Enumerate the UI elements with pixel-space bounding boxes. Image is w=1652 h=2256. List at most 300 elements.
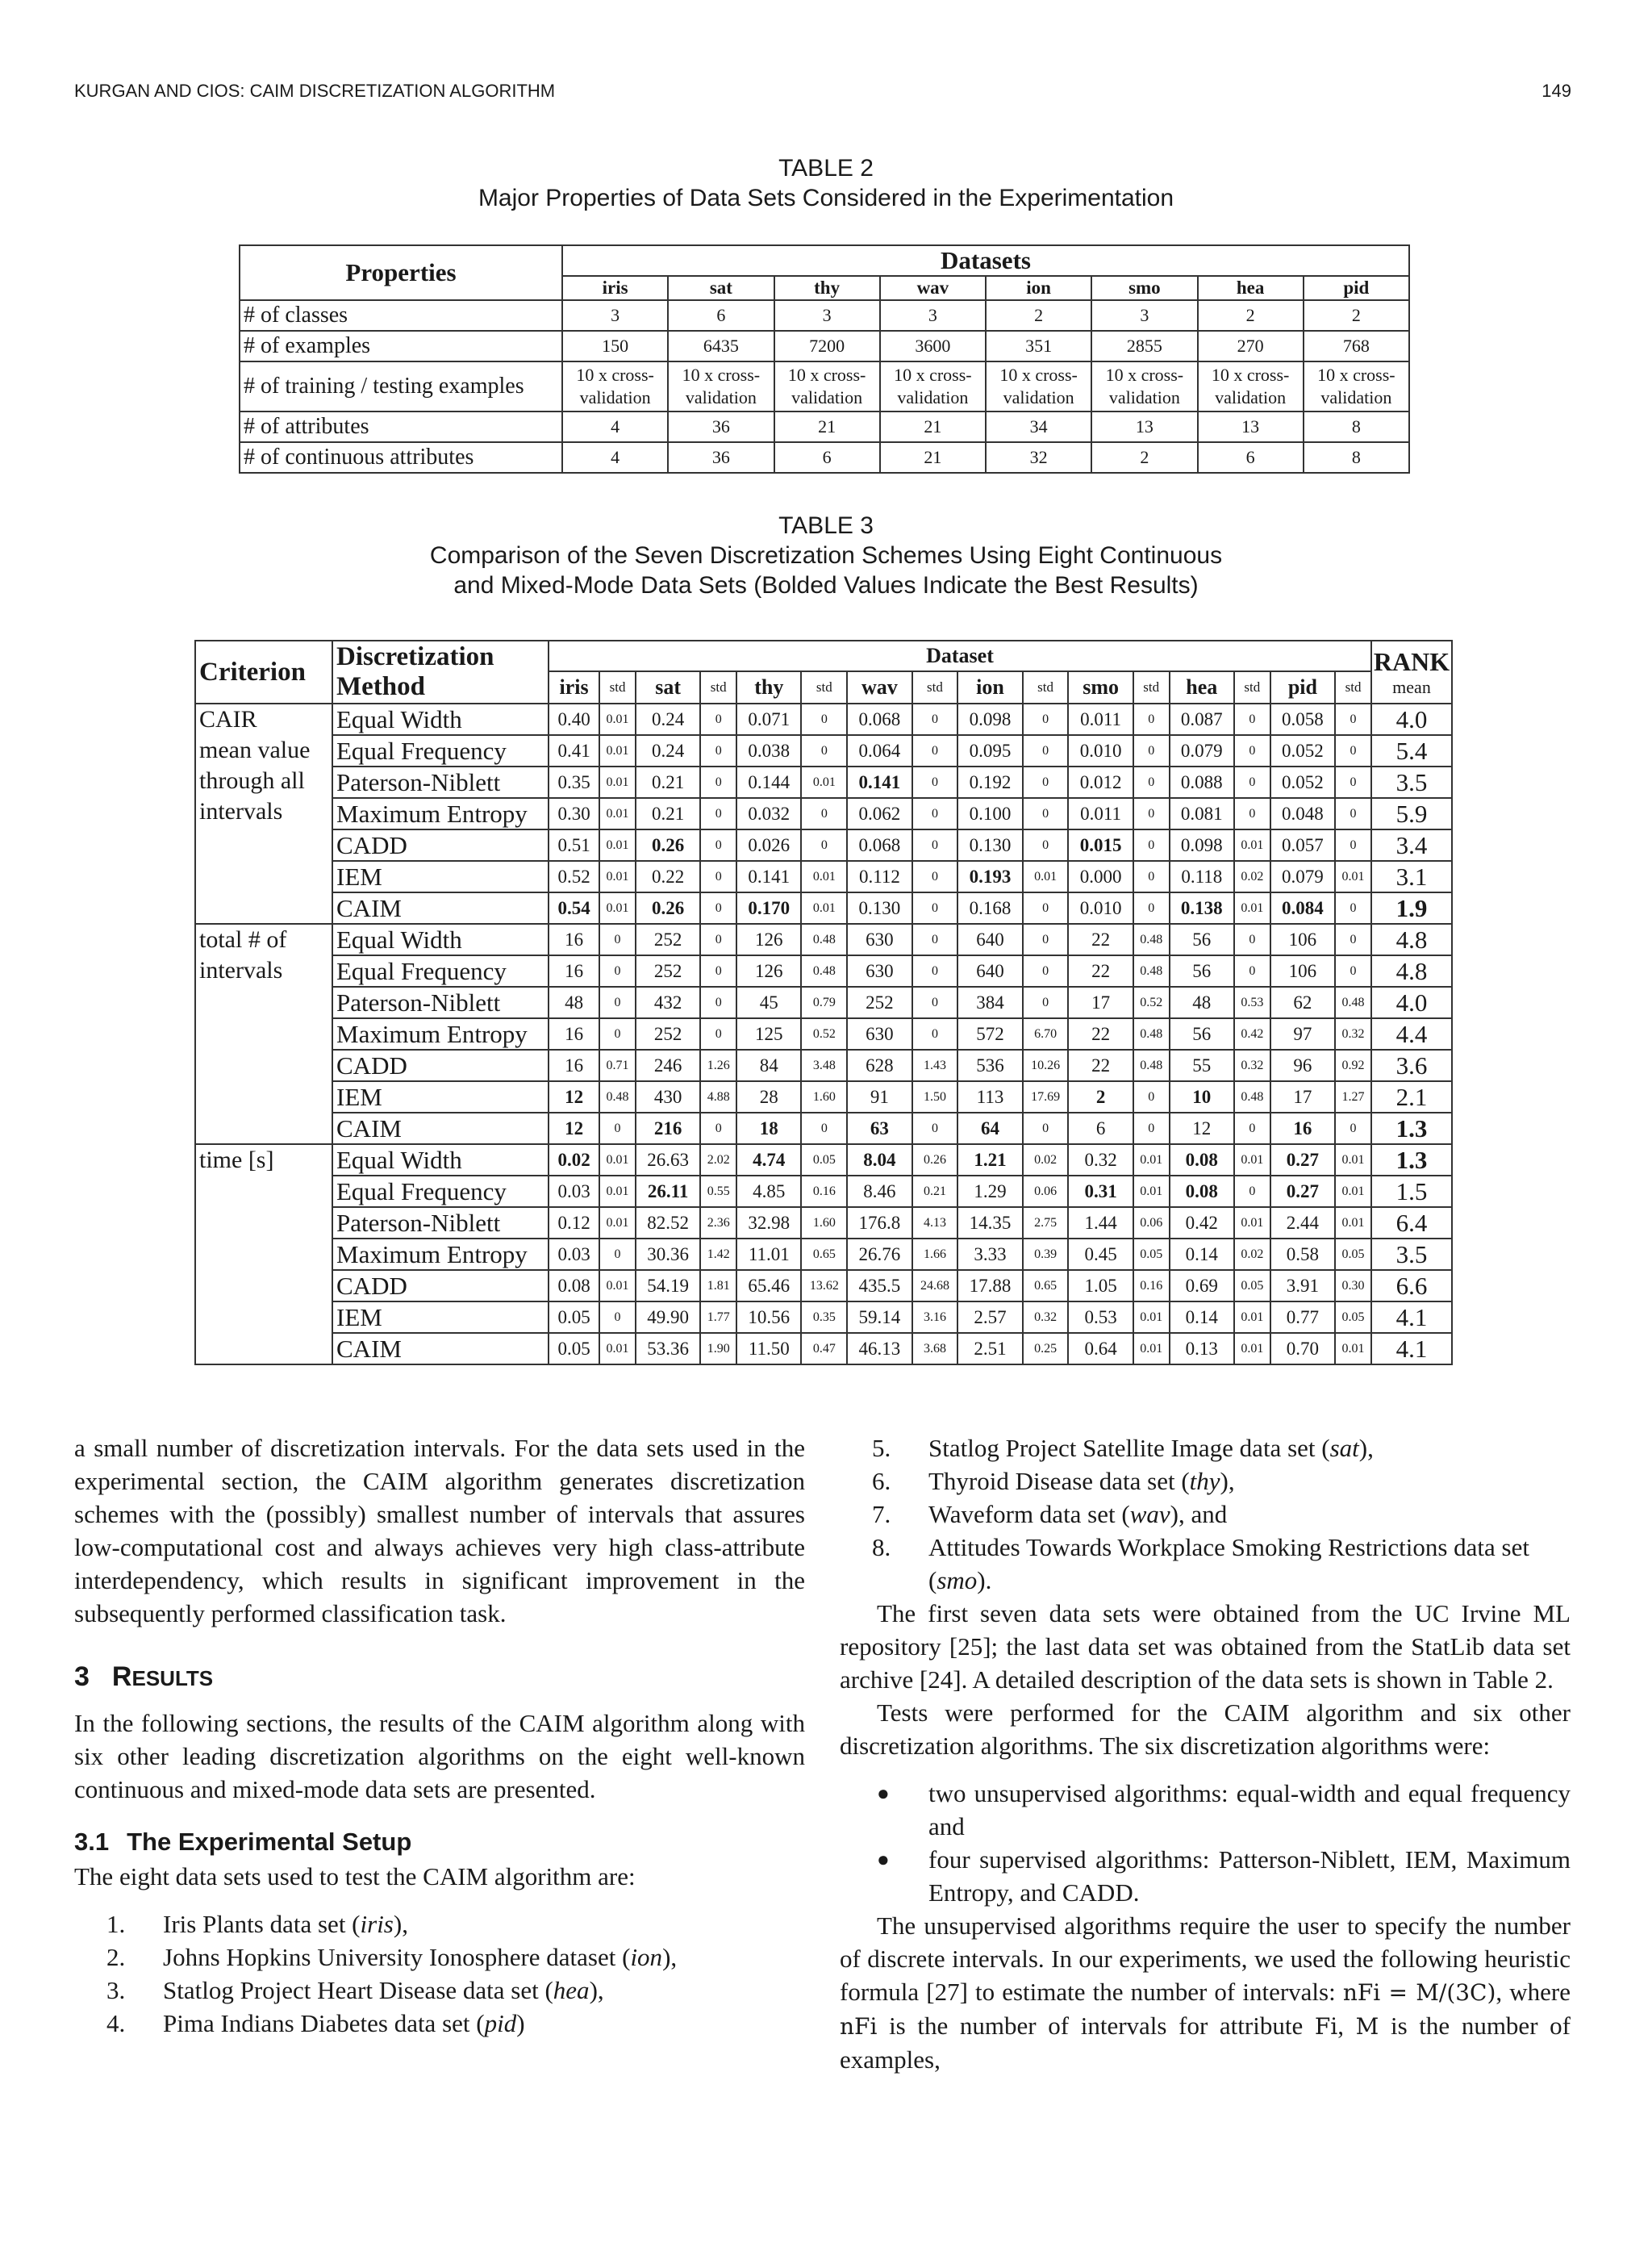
paragraph-sources: The first seven data sets were obtained from the UC Irvine ML repository [25]; the last data set was obtained from the StatLib data set archive [24]. A detailed description of the data sets is shown in Table 2.: [840, 1599, 1571, 1694]
cell: 6: [774, 442, 880, 473]
list-abbr: smo: [937, 1566, 978, 1594]
value-cell: 1.05: [1068, 1270, 1133, 1301]
value-cell: 0.27: [1270, 1176, 1335, 1207]
value-cell: 0.032: [736, 798, 801, 829]
std-cell: 0.01: [1234, 1301, 1270, 1333]
criterion-line: CAIR: [199, 706, 257, 733]
value-cell: 0.14: [1170, 1301, 1234, 1333]
method-label: CADD: [332, 1270, 549, 1301]
list-abbr: wav: [1129, 1500, 1170, 1528]
list-item: [74, 1974, 805, 2007]
rank-cell: 4.1: [1371, 1301, 1452, 1333]
std-cell: 0.01: [1133, 1176, 1170, 1207]
std-cell: 0: [1023, 1113, 1069, 1144]
value-cell: 216: [636, 1113, 700, 1144]
std-cell: 0.26: [912, 1144, 958, 1176]
value-cell: 49.90: [636, 1301, 700, 1333]
value-cell: 0.052: [1270, 767, 1335, 798]
rank-cell: 4.8: [1371, 955, 1452, 987]
value-cell: 17: [1068, 987, 1133, 1018]
value-cell: 28: [736, 1081, 801, 1113]
table-row: [195, 955, 1452, 987]
formula: nFi = M/(3C): [1342, 1979, 1496, 2006]
std-cell: 0.01: [599, 892, 636, 924]
value-cell: 12: [549, 1081, 599, 1113]
m-var: M: [1355, 2013, 1379, 2040]
table-row: [195, 1239, 1452, 1270]
rank-cell: 3.6: [1371, 1050, 1452, 1081]
std-cell: 0.01: [1234, 1144, 1270, 1176]
table2-body: [240, 300, 1409, 473]
cell: 768: [1304, 331, 1409, 361]
dataset-col-hea: hea: [1170, 671, 1234, 704]
cell: 2: [1091, 442, 1197, 473]
value-cell: 0.079: [1270, 861, 1335, 892]
rank-cell: 4.0: [1371, 987, 1452, 1018]
value-cell: 0.010: [1068, 735, 1133, 767]
cell: 3: [880, 300, 986, 331]
std-cell: 0.01: [1234, 1333, 1270, 1364]
cell: 10 x cross-validation: [986, 361, 1091, 412]
method-label: CAIM: [332, 1333, 549, 1364]
value-cell: 0.130: [957, 829, 1022, 861]
cell: 6: [1198, 442, 1304, 473]
value-cell: 0.08: [549, 1270, 599, 1301]
value-cell: 0.081: [1170, 798, 1234, 829]
value-cell: 54.19: [636, 1270, 700, 1301]
value-cell: 0.70: [1270, 1333, 1335, 1364]
value-cell: 82.52: [636, 1207, 700, 1239]
list-number: 7.: [872, 1500, 891, 1528]
list-item: [74, 2007, 805, 2040]
rank-cell: 5.4: [1371, 735, 1452, 767]
table-row: [195, 1018, 1452, 1050]
std-cell: 0: [1335, 1113, 1371, 1144]
value-cell: 48: [549, 987, 599, 1018]
value-cell: 22: [1068, 955, 1133, 987]
value-cell: 0.170: [736, 892, 801, 924]
method-label: Paterson-Niblett: [332, 767, 549, 798]
value-cell: 96: [1270, 1050, 1335, 1081]
value-cell: 0.54: [549, 892, 599, 924]
cell: 3: [1091, 300, 1197, 331]
value-cell: 0.048: [1270, 798, 1335, 829]
std-cell: 0.01: [1133, 1144, 1170, 1176]
value-cell: 0.130: [847, 892, 912, 924]
criterion-line: total # of: [199, 926, 287, 953]
value-cell: 430: [636, 1081, 700, 1113]
std-cell: 0: [599, 1239, 636, 1270]
rank-cell: 4.8: [1371, 924, 1452, 955]
table-row: [195, 987, 1452, 1018]
std-cell: 0: [1335, 924, 1371, 955]
std-cell: 0: [1133, 798, 1170, 829]
criterion-line: time [s]: [199, 1147, 274, 1173]
table-row: [195, 735, 1452, 767]
value-cell: 630: [847, 955, 912, 987]
value-cell: 252: [636, 924, 700, 955]
std-cell: 0.02: [1023, 1144, 1069, 1176]
list-item: [840, 1464, 1571, 1498]
table-row: [195, 892, 1452, 924]
value-cell: 11.01: [736, 1239, 801, 1270]
criterion-line: intervals: [199, 957, 283, 984]
std-cell: 0.01: [599, 704, 636, 735]
cell: 10 x cross-validation: [1198, 361, 1304, 412]
std-cell: 0: [599, 955, 636, 987]
method-label: Equal Width: [332, 704, 549, 735]
value-cell: 0.21: [636, 798, 700, 829]
std-cell: 0.79: [801, 987, 847, 1018]
table-row: [195, 1144, 1452, 1176]
value-cell: 628: [847, 1050, 912, 1081]
std-cell: 0: [599, 1018, 636, 1050]
std-cell: 1.50: [912, 1081, 958, 1113]
list-item: [840, 1531, 1571, 1597]
criterion-cell: [195, 1144, 332, 1364]
list-text: Johns Hopkins University Ionosphere dataset (: [163, 1943, 631, 1971]
value-cell: 97: [1270, 1018, 1335, 1050]
cell: 10 x cross-validation: [774, 361, 880, 412]
std-cell: 0: [1133, 892, 1170, 924]
value-cell: 0.27: [1270, 1144, 1335, 1176]
std-cell: 24.68: [912, 1270, 958, 1301]
std-cell: 0.01: [801, 767, 847, 798]
left-column: [74, 1431, 805, 2040]
value-cell: 17: [1270, 1081, 1335, 1113]
p3-text-d: ,: [1337, 2012, 1356, 2040]
dataset-col-ion: ion: [957, 671, 1022, 704]
rank-cell: 5.9: [1371, 798, 1452, 829]
std-cell: 0.16: [801, 1176, 847, 1207]
table-row: [195, 1050, 1452, 1081]
bullet-text: two unsupervised algorithms: equal-width and equal frequency and: [928, 1779, 1571, 1840]
attr-var: Fi: [1314, 2013, 1338, 2040]
std-col: std: [1023, 671, 1069, 704]
std-cell: 0.42: [1234, 1018, 1270, 1050]
cell: 21: [774, 412, 880, 442]
list-text: Attitudes Towards Workplace Smoking Restrictions data set (: [928, 1533, 1529, 1594]
std-cell: 0: [1133, 1113, 1170, 1144]
value-cell: 0.53: [1068, 1301, 1133, 1333]
std-cell: 0: [912, 861, 958, 892]
value-cell: 16: [549, 955, 599, 987]
std-cell: 0.01: [599, 1333, 636, 1364]
std-col: std: [1335, 671, 1371, 704]
method-label: IEM: [332, 1301, 549, 1333]
value-cell: 0.012: [1068, 767, 1133, 798]
dataset-list-left: [74, 1907, 805, 2040]
rank-cell: 1.3: [1371, 1144, 1452, 1176]
std-cell: 0.32: [1023, 1301, 1069, 1333]
std-cell: 0: [700, 735, 736, 767]
rank-cell: 3.1: [1371, 861, 1452, 892]
subsection-paragraph: The eight data sets used to test the CAIM algorithm are:: [74, 1862, 636, 1890]
list-tail: ),: [662, 1943, 678, 1971]
list-number: 2.: [106, 1943, 126, 1971]
method-label: Paterson-Niblett: [332, 987, 549, 1018]
value-cell: 0.05: [549, 1333, 599, 1364]
list-abbr: ion: [630, 1943, 663, 1971]
value-cell: 56: [1170, 1018, 1234, 1050]
value-cell: 0.24: [636, 704, 700, 735]
std-cell: 0: [700, 861, 736, 892]
value-cell: 3.91: [1270, 1270, 1335, 1301]
dataset-col-smo: smo: [1068, 671, 1133, 704]
criterion-header: Criterion: [195, 641, 332, 704]
std-cell: 0.06: [1133, 1207, 1170, 1239]
running-head-title: KURGAN AND CIOS: CAIM DISCRETIZATION ALGORITHM: [74, 81, 556, 101]
value-cell: 48: [1170, 987, 1234, 1018]
std-cell: 3.68: [912, 1333, 958, 1364]
row-label: # of examples: [240, 331, 562, 361]
value-cell: 0.098: [1170, 829, 1234, 861]
list-number: 5.: [872, 1434, 891, 1462]
value-cell: 640: [957, 924, 1022, 955]
method-label: IEM: [332, 1081, 549, 1113]
value-cell: 2: [1068, 1081, 1133, 1113]
value-cell: 126: [736, 924, 801, 955]
p3-text-e: is the number of examples,: [840, 2012, 1571, 2074]
std-cell: 0: [599, 987, 636, 1018]
value-cell: 0.02: [549, 1144, 599, 1176]
value-cell: 62: [1270, 987, 1335, 1018]
value-cell: 0.21: [636, 767, 700, 798]
std-cell: 0.01: [1335, 861, 1371, 892]
row-label: # of attributes: [240, 412, 562, 442]
std-cell: 0: [1234, 767, 1270, 798]
value-cell: 0.112: [847, 861, 912, 892]
value-cell: 0.011: [1068, 798, 1133, 829]
dataset-col-sat: sat: [636, 671, 700, 704]
rank-cell: 6.4: [1371, 1207, 1452, 1239]
datasets-header: Datasets: [562, 245, 1409, 276]
std-cell: 0: [1133, 1081, 1170, 1113]
bullet-text: four supervised algorithms: Patterson-Niblett, IEM, Maximum Entropy, and CADD.: [928, 1845, 1571, 1907]
value-cell: 0.26: [636, 829, 700, 861]
value-cell: 126: [736, 955, 801, 987]
value-cell: 1.29: [957, 1176, 1022, 1207]
paragraph-tests: Tests were performed for the CAIM algorithm and six other discretization algorithms. The six discretization algorithms were:: [840, 1698, 1571, 1760]
std-cell: 0: [1023, 767, 1069, 798]
list-item: [74, 1907, 805, 1941]
std-cell: 1.60: [801, 1207, 847, 1239]
std-cell: 0: [1234, 955, 1270, 987]
value-cell: 22: [1068, 924, 1133, 955]
table2-caption: [0, 153, 1652, 213]
value-cell: 84: [736, 1050, 801, 1081]
cell: 3600: [880, 331, 986, 361]
value-cell: 0.26: [636, 892, 700, 924]
cell: 13: [1198, 412, 1304, 442]
value-cell: 640: [957, 955, 1022, 987]
section-title-initial: R: [111, 1661, 132, 1692]
value-cell: 0.000: [1068, 861, 1133, 892]
std-cell: 0: [1023, 735, 1069, 767]
value-cell: 0.03: [549, 1239, 599, 1270]
section-paragraph: In the following sections, the results of the CAIM algorithm along with six other leading discretization algorithms on the eight well-known continuous and mixed-mode data sets are presented.: [74, 1709, 805, 1803]
rank-cell: 1.5: [1371, 1176, 1452, 1207]
formula-var: nFi: [840, 2013, 878, 2040]
table-row: [195, 924, 1452, 955]
dataset-header: Dataset: [549, 641, 1371, 671]
p3-text-b: , where: [1496, 1978, 1571, 2006]
std-cell: 0: [700, 1018, 736, 1050]
cell: 8: [1304, 442, 1409, 473]
list-number: 4.: [106, 2009, 126, 2037]
value-cell: 0.068: [847, 829, 912, 861]
value-cell: 64: [957, 1113, 1022, 1144]
value-cell: 12: [549, 1113, 599, 1144]
value-cell: 0.12: [549, 1207, 599, 1239]
value-cell: 0.098: [957, 704, 1022, 735]
value-cell: 176.8: [847, 1207, 912, 1239]
dataset-col-thy: thy: [774, 276, 880, 300]
std-cell: 0: [700, 767, 736, 798]
std-cell: 1.27: [1335, 1081, 1371, 1113]
value-cell: 630: [847, 1018, 912, 1050]
rank-cell: 4.0: [1371, 704, 1452, 735]
value-cell: 22: [1068, 1018, 1133, 1050]
std-cell: 0: [1133, 735, 1170, 767]
std-cell: 0.48: [801, 924, 847, 955]
cell: 7200: [774, 331, 880, 361]
rank-cell: 3.4: [1371, 829, 1452, 861]
row-label: # of classes: [240, 300, 562, 331]
cell: 10 x cross-validation: [1091, 361, 1197, 412]
list-text: Iris Plants data set (: [163, 1910, 361, 1938]
std-cell: 0.01: [599, 735, 636, 767]
value-cell: 1.21: [957, 1144, 1022, 1176]
value-cell: 0.058: [1270, 704, 1335, 735]
std-cell: 0.05: [801, 1144, 847, 1176]
cell: 2: [986, 300, 1091, 331]
value-cell: 0.138: [1170, 892, 1234, 924]
value-cell: 3.33: [957, 1239, 1022, 1270]
cell: 6435: [668, 331, 774, 361]
value-cell: 16: [549, 1018, 599, 1050]
value-cell: 0.057: [1270, 829, 1335, 861]
std-cell: 0.01: [1133, 1333, 1170, 1364]
list-abbr: iris: [360, 1910, 394, 1938]
table3-title-line1: Comparison of the Seven Discretization Schemes Using Eight Continuous: [429, 542, 1223, 569]
properties-header: Properties: [240, 245, 562, 300]
value-cell: 22: [1068, 1050, 1133, 1081]
std-cell: 0.55: [700, 1176, 736, 1207]
rank-cell: 3.5: [1371, 1239, 1452, 1270]
criterion-line: through all: [199, 767, 305, 794]
std-cell: 0.32: [1335, 1018, 1371, 1050]
list-number: 1.: [106, 1910, 126, 1938]
method-label: Paterson-Niblett: [332, 1207, 549, 1239]
std-cell: 0.48: [599, 1081, 636, 1113]
table-row: [195, 1113, 1452, 1144]
table2: [239, 244, 1410, 474]
list-text: Waveform data set (: [928, 1500, 1130, 1528]
subsection-heading: [74, 1825, 805, 1858]
value-cell: 4.74: [736, 1144, 801, 1176]
p3-text-a: The unsupervised algorithms require the user to specify the number of discrete intervals. In our experiments, we used the following heuristic formula [27] to estimate the number of intervals:: [840, 1911, 1571, 2006]
value-cell: 2.51: [957, 1333, 1022, 1364]
method-label: CAIM: [332, 892, 549, 924]
std-cell: 0.39: [1023, 1239, 1069, 1270]
std-col: std: [912, 671, 958, 704]
std-cell: 0: [1335, 829, 1371, 861]
value-cell: 0.24: [636, 735, 700, 767]
std-cell: 0: [1335, 704, 1371, 735]
std-cell: 1.42: [700, 1239, 736, 1270]
cell: 34: [986, 412, 1091, 442]
row-label: # of continuous attributes: [240, 442, 562, 473]
std-cell: 0.21: [912, 1176, 958, 1207]
std-col: std: [599, 671, 636, 704]
dataset-col-iris: iris: [549, 671, 599, 704]
value-cell: 0.026: [736, 829, 801, 861]
rank-cell: 1.3: [1371, 1113, 1452, 1144]
std-cell: 0: [912, 767, 958, 798]
std-cell: 0.05: [1234, 1270, 1270, 1301]
rank-cell: 4.1: [1371, 1333, 1452, 1364]
table-row: [195, 767, 1452, 798]
rank-cell: 6.6: [1371, 1270, 1452, 1301]
std-cell: 0.01: [801, 892, 847, 924]
std-cell: 0: [700, 829, 736, 861]
cell: 2: [1304, 300, 1409, 331]
list-item: [74, 1941, 805, 1974]
std-cell: 0: [912, 735, 958, 767]
value-cell: 53.36: [636, 1333, 700, 1364]
value-cell: 0.011: [1068, 704, 1133, 735]
section-number: 3: [74, 1661, 90, 1692]
value-cell: 0.168: [957, 892, 1022, 924]
std-cell: 2.75: [1023, 1207, 1069, 1239]
value-cell: 2.44: [1270, 1207, 1335, 1239]
value-cell: 0.141: [736, 861, 801, 892]
value-cell: 26.76: [847, 1239, 912, 1270]
dataset-col-smo: smo: [1091, 276, 1197, 300]
std-cell: 0: [1023, 987, 1069, 1018]
std-cell: 0.53: [1234, 987, 1270, 1018]
value-cell: 12: [1170, 1113, 1234, 1144]
value-cell: 59.14: [847, 1301, 912, 1333]
bullet-icon: ●: [877, 1848, 890, 1871]
cell: 21: [880, 442, 986, 473]
method-label: Maximum Entropy: [332, 1018, 549, 1050]
value-cell: 0.52: [549, 861, 599, 892]
std-cell: 0: [700, 955, 736, 987]
method-label: CADD: [332, 829, 549, 861]
value-cell: 0.193: [957, 861, 1022, 892]
value-cell: 0.32: [1068, 1144, 1133, 1176]
std-cell: 0.01: [1234, 892, 1270, 924]
bullet-item: [840, 1843, 1571, 1909]
table3-caption: [0, 511, 1652, 600]
std-cell: 3.16: [912, 1301, 958, 1333]
value-cell: 0.51: [549, 829, 599, 861]
cell: 351: [986, 331, 1091, 361]
value-cell: 0.13: [1170, 1333, 1234, 1364]
value-cell: 65.46: [736, 1270, 801, 1301]
std-cell: 1.90: [700, 1333, 736, 1364]
std-cell: 0: [801, 735, 847, 767]
table-row: [195, 1301, 1452, 1333]
cell: 10 x cross-validation: [880, 361, 986, 412]
value-cell: 45: [736, 987, 801, 1018]
list-number: 3.: [106, 1976, 126, 2004]
table2-label: TABLE 2: [778, 155, 874, 182]
dataset-col-thy: thy: [736, 671, 801, 704]
std-cell: 0: [700, 798, 736, 829]
